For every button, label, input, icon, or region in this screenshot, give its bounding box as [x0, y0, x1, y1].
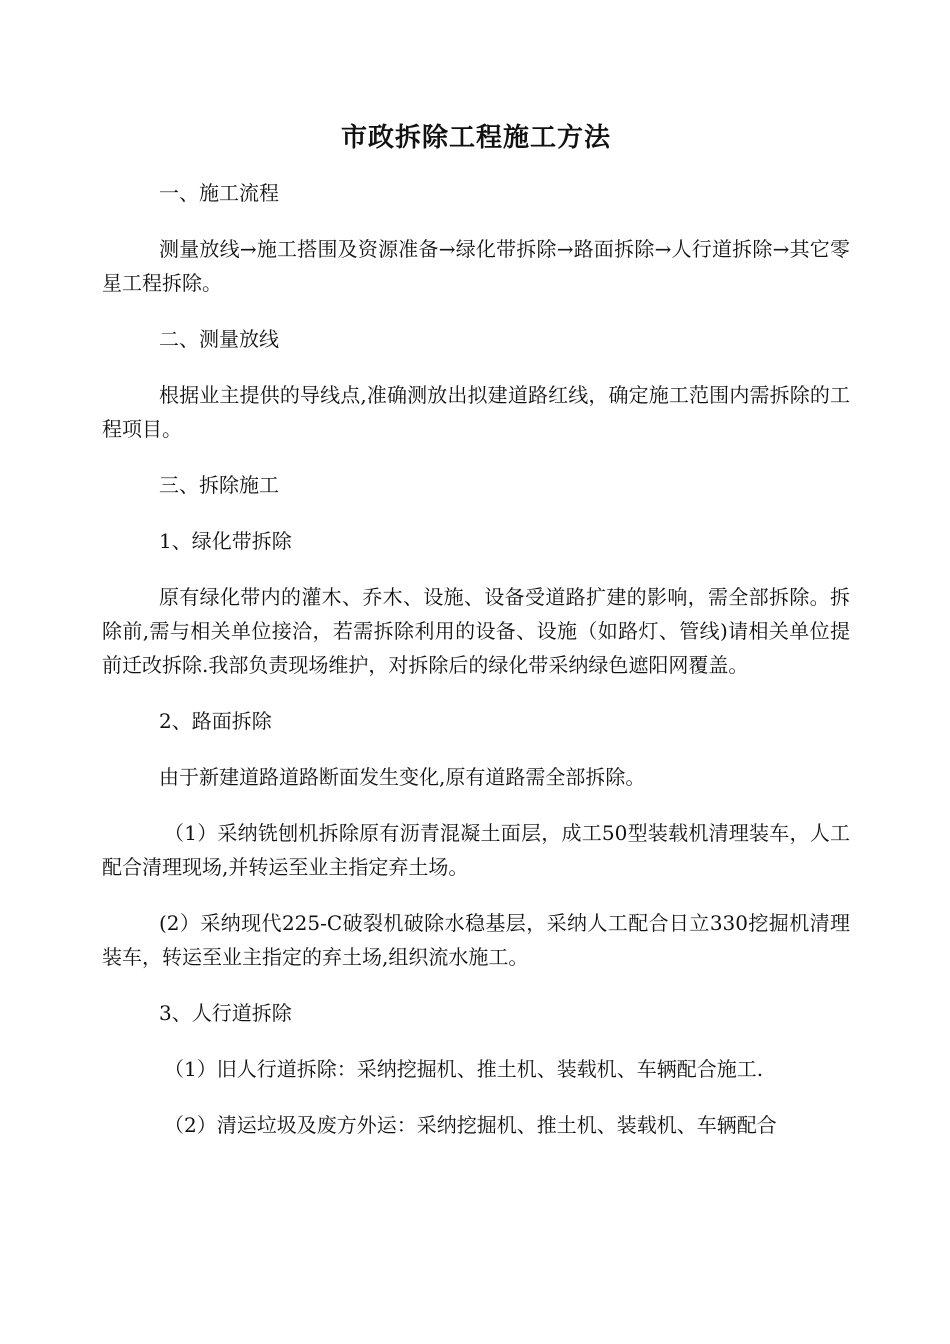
- paragraph-pavement-step-1: （1）采纳铣刨机拆除原有沥青混凝土面层，成工50型装载机清理装车，人工配合清理现场,并转运至业主指定弃土场。: [102, 821, 850, 879]
- paragraph-pavement-step-2: (2）采纳现代225-C破裂机破除水稳基层，采纳人工配合日立330挖掘机清理装车，转运至业主指定的弃土场,组织流水施工。: [102, 911, 850, 969]
- subsection-heading-sidewalk: 3、人行道拆除: [159, 1001, 292, 1025]
- paragraph-greenbelt: 原有绿化带内的灌木、乔木、设施、设备受道路扩建的影响，需全部拆除。拆除前,需与相关单位接洽，若需拆除利用的设备、设施（如路灯、管线)请相关单位提前迁改拆除.我部负责现场维护，对拆除后的绿化带采纳绿色遮阳网覆盖。: [102, 585, 850, 677]
- section-heading-survey: 二、测量放线: [159, 327, 279, 351]
- paragraph-pavement-intro: 由于新建道路道路断面发生变化,原有道路需全部拆除。: [159, 765, 646, 789]
- paragraph-process-flow: 测量放线→施工搭围及资源准备→绿化带拆除→路面拆除→人行道拆除→其它零星工程拆除。: [102, 237, 850, 295]
- section-heading-demolition: 三、拆除施工: [159, 473, 279, 497]
- paragraph-sidewalk-step-1: （1）旧人行道拆除：采纳挖掘机、推土机、装载机、车辆配合施工.: [164, 1057, 764, 1081]
- subsection-heading-greenbelt: 1、绿化带拆除: [159, 529, 292, 553]
- page-title: 市政拆除工程施工方法: [340, 123, 611, 153]
- subsection-heading-pavement: 2、路面拆除: [159, 709, 272, 733]
- section-heading-construction-process: 一、施工流程: [159, 181, 279, 205]
- paragraph-survey: 根据业主提供的导线点,准确测放出拟建道路红线，确定施工范围内需拆除的工程项目。: [102, 383, 850, 441]
- paragraph-sidewalk-step-2: （2）清运垃圾及废方外运：采纳挖掘机、推土机、装载机、车辆配合: [164, 1113, 777, 1137]
